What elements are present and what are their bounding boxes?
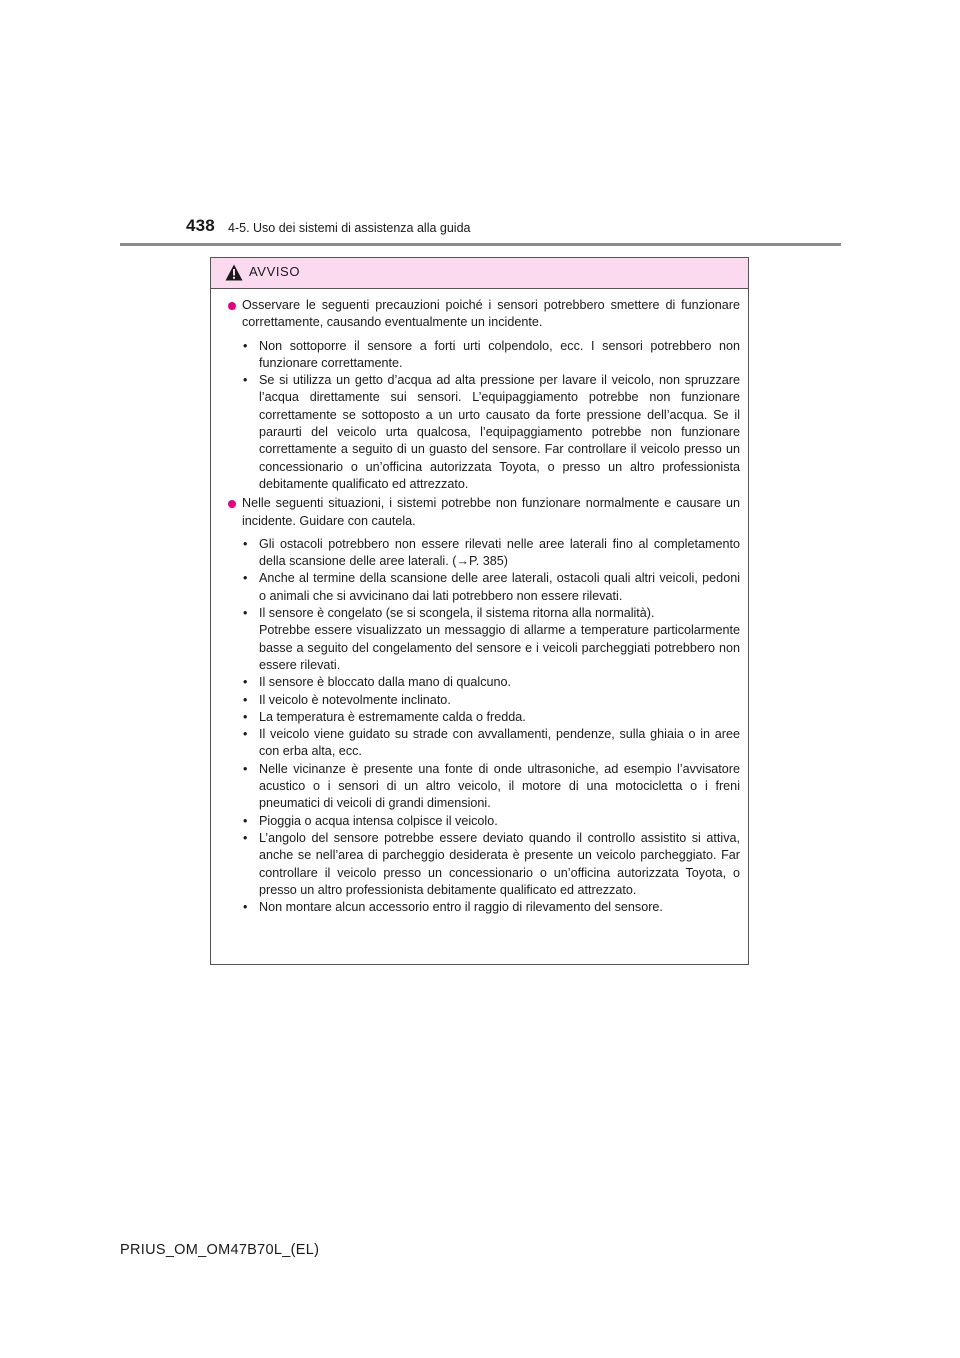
warning-body [211, 289, 748, 916]
bullet-dot-icon [228, 500, 236, 508]
page-number: 438 [186, 216, 215, 235]
list-item-text: Gli ostacoli potrebbero non essere rilevati nelle aree laterali fino al completamento della scansione delle aree laterali. (→P. 385) [259, 536, 740, 569]
list-item-text: Il sensore è bloccato dalla mano di qualcuno. [259, 675, 512, 690]
list-item [242, 338, 740, 373]
warning-item-1 [228, 297, 740, 332]
list-item-text: • Il sensore è congelato (se si scongela, il sistema ritorna alla normalità). [259, 606, 655, 621]
header-rule [120, 243, 841, 246]
list-item [242, 726, 740, 761]
warning-item-text: Nelle seguenti situazioni, i sistemi potrebbe non funzionare normalmente e causare un incidente. Guidare con cautela. [242, 496, 740, 528]
list-item [242, 830, 740, 899]
list-item [242, 372, 740, 493]
list-item-text: Pioggia o acqua intensa colpisce il veicolo. [259, 813, 498, 828]
warning-title: AVVISO [249, 264, 301, 279]
list-item [242, 813, 740, 830]
list-item [242, 709, 740, 726]
list-item-text: Il veicolo viene guidato su strade con avvallamenti, pendenze, sulla ghiaia o in aree con erba alta, ecc. [259, 727, 740, 759]
list-item-text: Il veicolo è notevolmente inclinato. [259, 692, 451, 707]
list-item [242, 605, 740, 674]
warning-box [210, 257, 749, 965]
list-item [242, 761, 740, 813]
warning-item-1-sublist [228, 338, 740, 494]
warning-item-2-sublist [228, 536, 740, 917]
list-item-text: Se si utilizza un getto d’acqua ad alta pressione per lavare il veicolo, non spruzzare l’acqua direttamente sui sensori. L’equipaggiamento potrebbe non funzionare correttamente se sottoposto a un urto causato da forte pressione dell’acqua. Se il paraurti del veicolo urta qualcosa, l’equipaggiamento potrebbe non funzionare correttamente a seguito di un guasto del sensore. Far controllare il veicolo presso un concessionario o un’officina autorizzata Toyota, o presso un altro professionista debitamente qualificato ed attrezzato. [259, 373, 740, 491]
list-item [242, 570, 740, 605]
list-item-text: Anche al termine della scansione delle aree laterali, ostacoli quali altri veicoli, pedoni o animali che si avvicinano dai lati potrebbero non essere rilevati. [259, 571, 740, 603]
warning-item-text: Osservare le seguenti precauzioni poiché i sensori potrebbero smettere di funzionare correttamente, causando eventualmente un incidente. [242, 298, 740, 330]
list-item-text: Non sottoporre il sensore a forti urti colpendolo, ecc. I sensori potrebbero non funzionare correttamente. [259, 338, 740, 370]
list-item-text: Nelle vicinanze è presente una fonte di onde ultrasoniche, ad esempio l’avvisatore acustico o i sensori di un altro veicolo, il motore di una motocicletta o i freni pneumatici di veicoli di grandi dimensioni. [259, 761, 740, 811]
list-item-text: L’angolo del sensore potrebbe essere deviato quando il controllo assistito si attiva, anche se nell’area di parcheggio desiderata è presente un veicolo parcheggiato. Far controllare il veicolo presso un concessionario o un’officina autorizzata Toyota, o presso un altro professionista debitamente qualificato ed attrezzato. [259, 830, 740, 897]
warning-item-2 [228, 495, 740, 530]
list-item-text: La temperatura è estremamente calda o fredda. [259, 709, 526, 724]
warning-triangle-icon [225, 264, 243, 281]
list-item-continuation: Potrebbe essere visualizzato un messaggio di allarme a temperature particolarmente basse a seguito del congelamento del sensore e i veicoli parcheggiati potrebbero non essere rilevati. [259, 623, 740, 672]
bullet-dot-icon [228, 302, 236, 310]
list-item [242, 674, 740, 691]
list-item [242, 899, 740, 916]
section-title: 4-5. Uso dei sistemi di assistenza alla guida [228, 221, 471, 235]
list-item [242, 536, 740, 571]
document-code: PRIUS_OM_OM47B70L_(EL) [120, 1242, 320, 1258]
list-item [242, 692, 740, 709]
list-item-text: Non montare alcun accessorio entro il raggio di rilevamento del sensore. [259, 900, 663, 915]
warning-header [211, 258, 748, 289]
